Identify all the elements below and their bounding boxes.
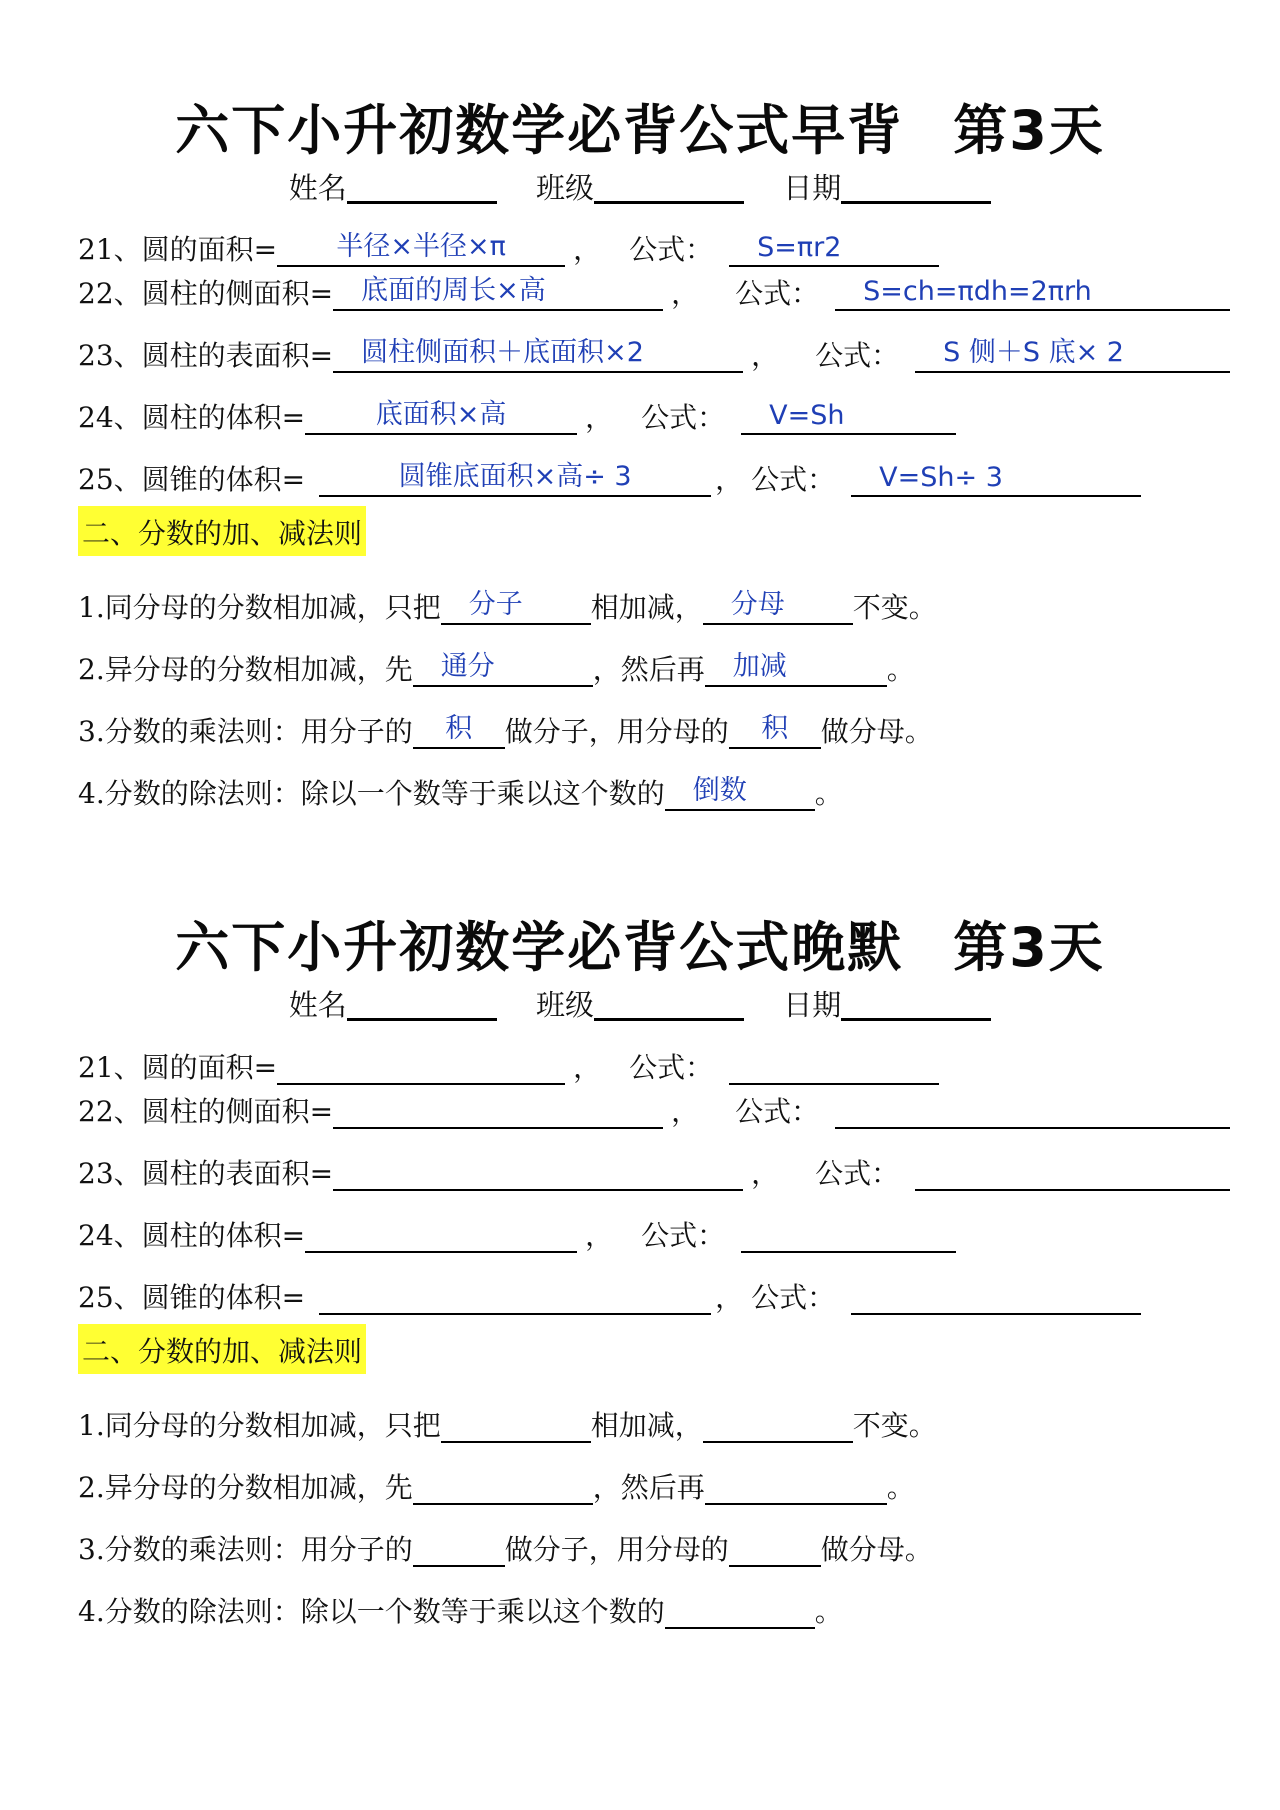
- separator: ，: [671, 1095, 700, 1128]
- evening-info-line: [0, 983, 1280, 1024]
- rule-text: 不变。: [852, 591, 937, 624]
- name-blank[interactable]: [347, 988, 497, 1021]
- rule-row-4: [78, 1590, 843, 1630]
- formula-text: S=πr2: [757, 232, 842, 263]
- rule-text: 1.同分母的分数相加减，只把: [78, 1409, 441, 1442]
- rule-text: 。: [886, 653, 915, 686]
- formula-text: S 侧＋S 底× 2: [943, 337, 1124, 368]
- rule-text: ，然后再: [592, 1471, 705, 1504]
- formula-row-23: [78, 1152, 1230, 1192]
- rule-text: 做分子，用分母的: [504, 1533, 729, 1566]
- separator: ，: [715, 1281, 744, 1314]
- item-label: 圆的面积=: [141, 233, 278, 266]
- answer-blank[interactable]: [319, 1279, 711, 1315]
- evening-day: 第3天: [953, 916, 1105, 979]
- formula-label: 公式：: [735, 1095, 820, 1128]
- date-label: 日期: [783, 171, 842, 205]
- formula-blank[interactable]: [741, 1217, 956, 1253]
- name-label: 姓名: [288, 988, 347, 1022]
- formula-blank[interactable]: [915, 1155, 1230, 1191]
- formula-row-24: [78, 1214, 956, 1254]
- formula-row-22: [78, 1090, 1230, 1130]
- formula-label: 公式：: [751, 463, 836, 496]
- separator: ，: [751, 1157, 780, 1190]
- formula-label: 公式：: [629, 1051, 714, 1084]
- rule-blank[interactable]: [665, 1593, 815, 1629]
- date-label: 日期: [783, 988, 842, 1022]
- item-label: 圆柱的表面积=: [141, 339, 334, 372]
- item-number: 24、: [78, 1219, 142, 1252]
- rule-answer: 积: [445, 713, 473, 744]
- rule-answer: 分母: [730, 589, 785, 620]
- answer-text: 底面的周长×高: [361, 275, 546, 306]
- item-label: 圆柱的体积=: [141, 401, 306, 434]
- rule-text: 3.分数的乘法则：用分子的: [78, 715, 413, 748]
- rule-row-2: [78, 1466, 915, 1506]
- class-label: 班级: [535, 171, 594, 205]
- rule-answer: 分子: [468, 589, 523, 620]
- item-number: 25、: [78, 1281, 142, 1314]
- rule-text: 做分母。: [820, 715, 933, 748]
- rule-text: 4.分数的除法则：除以一个数等于乘以这个数的: [78, 1595, 665, 1628]
- rule-answer: 倒数: [692, 775, 747, 806]
- section-heading-highlight: 二、分数的加、减法则: [78, 506, 366, 556]
- formula-blank[interactable]: [729, 1049, 939, 1085]
- item-number: 23、: [78, 339, 142, 372]
- formula-label: 公式：: [751, 1281, 836, 1314]
- rule-text: 。: [814, 777, 843, 810]
- item-number: 22、: [78, 277, 142, 310]
- item-label: 圆锥的体积=: [141, 463, 306, 496]
- morning-title-text: 六下小升初数学必背公式早背: [175, 99, 904, 162]
- item-label: 圆柱的体积=: [141, 1219, 306, 1252]
- answer-text: 底面积×高: [375, 399, 507, 430]
- item-label: 圆柱的侧面积=: [141, 1095, 334, 1128]
- formula-row-25: [78, 1276, 1141, 1316]
- formula-label: 公式：: [641, 401, 726, 434]
- rule-blank[interactable]: [703, 1407, 853, 1443]
- rule-blank[interactable]: [705, 1469, 887, 1505]
- rule-text: 不变。: [852, 1409, 937, 1442]
- item-number: 24、: [78, 401, 142, 434]
- answer-text: 圆锥底面积×高÷ 3: [398, 461, 632, 492]
- answer-text: 圆柱侧面积＋底面积×2: [361, 337, 644, 368]
- name-label: 姓名: [288, 171, 347, 205]
- formula-row-21: [78, 1046, 939, 1086]
- rule-answer: 通分: [440, 651, 495, 682]
- item-number: 25、: [78, 463, 142, 496]
- separator: ，: [585, 401, 614, 434]
- rule-text: 2.异分母的分数相加减，先: [78, 653, 413, 686]
- rule-text: 3.分数的乘法则：用分子的: [78, 1533, 413, 1566]
- rule-text: 4.分数的除法则：除以一个数等于乘以这个数的: [78, 777, 665, 810]
- rule-row-3: [78, 1528, 933, 1568]
- rule-text: 。: [814, 1595, 843, 1628]
- answer-text: 半径×半径×π: [336, 231, 506, 262]
- morning-day: 第3天: [953, 99, 1105, 162]
- rule-text: 2.异分母的分数相加减，先: [78, 1471, 413, 1504]
- separator: ，: [585, 1219, 614, 1252]
- answer-blank[interactable]: [277, 1049, 565, 1085]
- separator: ，: [715, 463, 744, 496]
- evening-title: [0, 905, 1280, 982]
- answer-blank[interactable]: [333, 1093, 663, 1129]
- formula-blank[interactable]: [851, 1279, 1141, 1315]
- formula-blank[interactable]: [835, 1093, 1230, 1129]
- formula-label: 公式：: [735, 277, 820, 310]
- date-blank[interactable]: [841, 988, 991, 1021]
- rule-text: 相加减，: [590, 591, 703, 624]
- evening-title-text: 六下小升初数学必背公式晚默: [175, 916, 904, 979]
- item-label: 圆锥的体积=: [141, 1281, 306, 1314]
- formula-text: V=Sh: [769, 400, 845, 431]
- answer-blank[interactable]: [333, 1155, 743, 1191]
- rule-answer: 加减: [732, 651, 787, 682]
- formula-label: 公式：: [815, 339, 900, 372]
- rule-text: ，然后再: [592, 653, 705, 686]
- answer-blank[interactable]: [305, 1217, 577, 1253]
- item-label: 圆柱的侧面积=: [141, 277, 334, 310]
- item-number: 23、: [78, 1157, 142, 1190]
- formula-label: 公式：: [641, 1219, 726, 1252]
- separator: ，: [573, 233, 602, 266]
- rule-blank[interactable]: [729, 1531, 821, 1567]
- formula-label: 公式：: [815, 1157, 900, 1190]
- rule-blank[interactable]: [441, 1407, 591, 1443]
- separator: ，: [751, 339, 780, 372]
- rule-text: 做分子，用分母的: [504, 715, 729, 748]
- item-number: 21、: [78, 233, 142, 266]
- rule-row-1: [78, 1404, 937, 1444]
- item-label: 圆柱的表面积=: [141, 1157, 334, 1190]
- formula-text: V=Sh÷ 3: [879, 462, 1003, 493]
- rule-text: 。: [886, 1471, 915, 1504]
- rule-blank[interactable]: [413, 1531, 505, 1567]
- item-number: 21、: [78, 1051, 142, 1084]
- separator: ，: [671, 277, 700, 310]
- rule-text: 1.同分母的分数相加减，只把: [78, 591, 441, 624]
- rule-blank[interactable]: [413, 1469, 593, 1505]
- item-label: 圆的面积=: [141, 1051, 278, 1084]
- class-blank[interactable]: [594, 988, 744, 1021]
- section-heading-highlight: 二、分数的加、减法则: [78, 1324, 366, 1374]
- separator: ，: [573, 1051, 602, 1084]
- formula-label: 公式：: [629, 233, 714, 266]
- rule-answer: 积: [761, 713, 789, 744]
- formula-text: S=ch=πdh=2πrh: [863, 276, 1092, 307]
- class-label: 班级: [535, 988, 594, 1022]
- item-number: 22、: [78, 1095, 142, 1128]
- rule-text: 做分母。: [820, 1533, 933, 1566]
- rule-text: 相加减，: [590, 1409, 703, 1442]
